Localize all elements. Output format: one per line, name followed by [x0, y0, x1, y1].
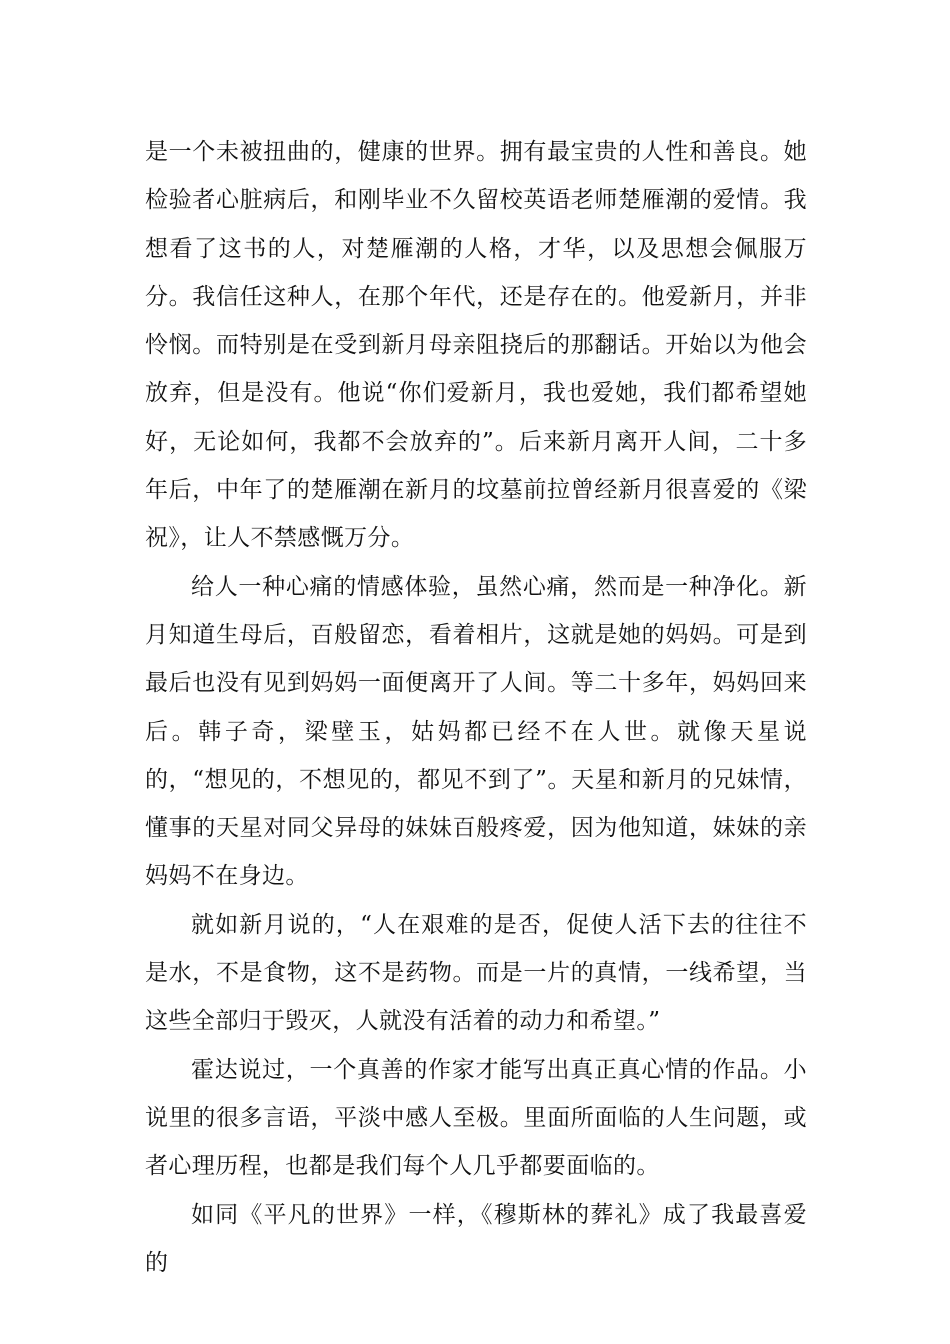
paragraph-1: 是一个未被扭曲的，健康的世界。拥有最宝贵的人性和善良。她检验者心脏病后，和刚毕业不久留校英语老师楚雁潮的爱情。我想看了这书的人，对楚雁潮的人格，才华，以及思想会佩服万分。我信任这种人，在那个年代，还是存在的。他爱新月，并非怜悯。而特别是在受到新月母亲阻挠后的那翻话。开始以为他会放弃，但是没有。他说“你们爱新月，我也爱她，我们都希望她好，无论如何，我都不会放弃的”。后来新月离开人间，二十多年后，中年了的楚雁潮在新月的坟墓前拉曾经新月很喜爱的《梁祝》，让人不禁感慨万分。 [145, 139, 807, 552]
paragraph-2: 给人一种心痛的情感体验，虽然心痛，然而是一种净化。新月知道生母后，百般留恋，看着相片，这就是她的妈妈。可是到最后也没有见到妈妈一面便离开了人间。等二十多年，妈妈回来后。韩子奇，梁壁玉，姑妈都已经不在人世。就像天星说的，“想见的，不想见的，都见不到了”。天星和新月的兄妹情，懂事的天星对同父异母的妹妹百般疼爱，因为他知道，妹妹的亲妈妈不在身边。 [145, 573, 807, 890]
document-body [145, 128, 807, 1287]
paragraph-4: 霍达说过，一个真善的作家才能写出真正真心情的作品。小说里的很多言语，平淡中感人至极。里面所面临的人生问题，或者心理历程，也都是我们每个人几乎都要面临的。 [145, 1056, 807, 1180]
paragraph-5: 如同《平凡的世界》一样，《穆斯林的葬礼》成了我最喜爱的 [145, 1201, 807, 1276]
paragraph-3: 就如新月说的，“人在艰难的是否，促使人活下去的往往不是水，不是食物，这不是药物。而是一片的真情，一线希望，当这些全部归于毁灭，人就没有活着的动力和希望。” [145, 911, 807, 1035]
